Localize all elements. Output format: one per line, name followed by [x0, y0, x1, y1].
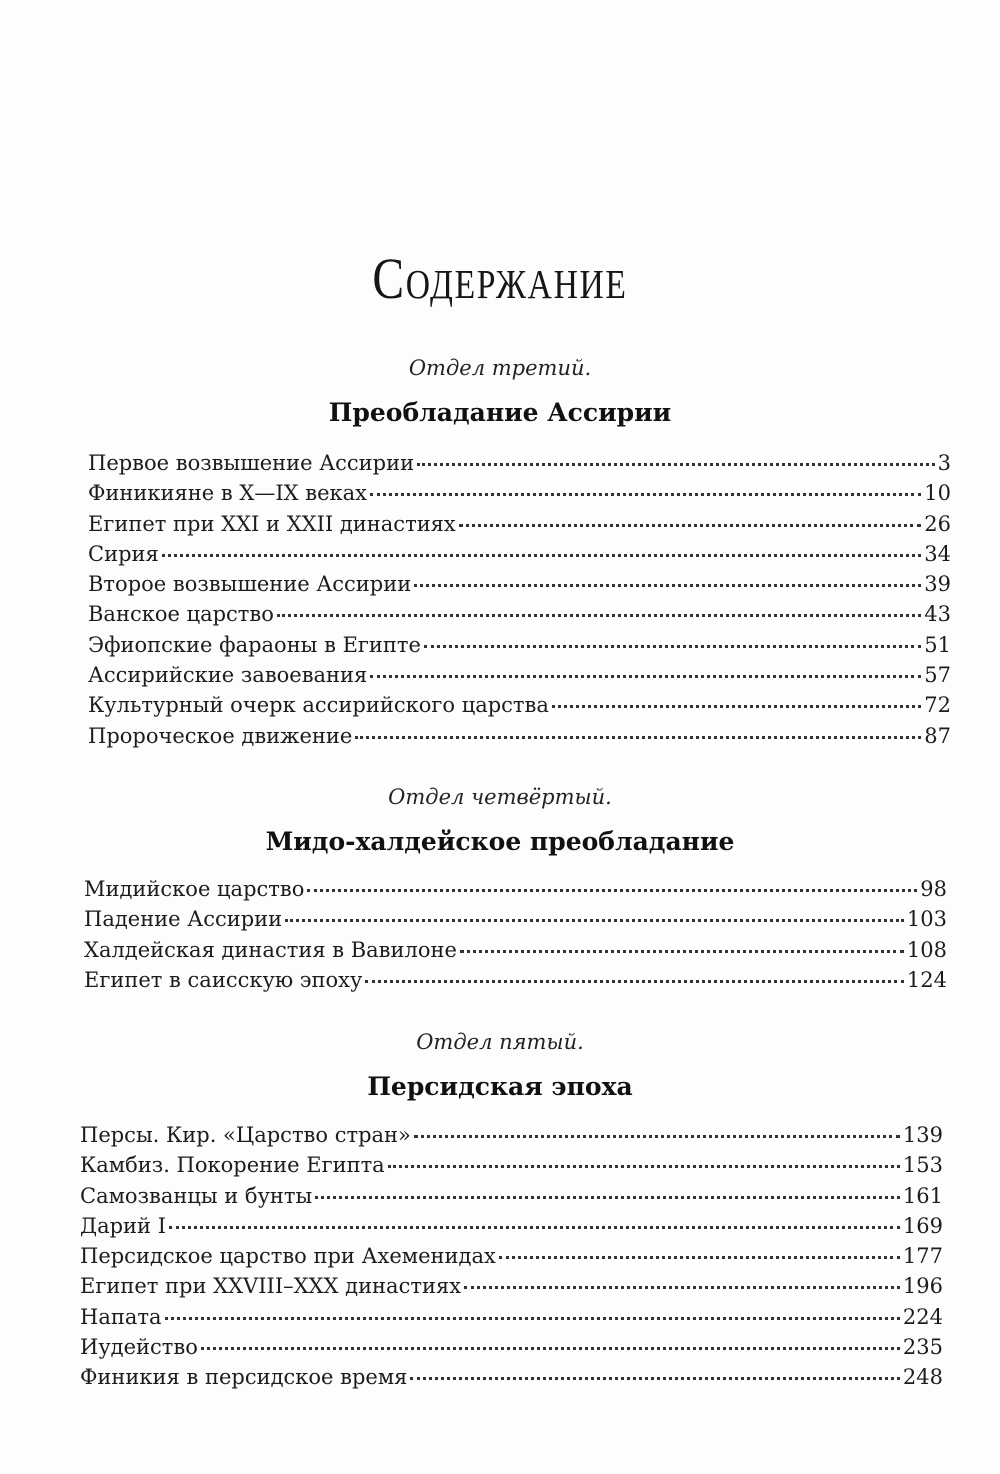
toc-entry-title: Самозванцы и бунты — [80, 1183, 313, 1208]
toc-entry[interactable] — [80, 1362, 943, 1392]
toc-entry[interactable] — [88, 509, 951, 539]
toc-entry-page: 43 — [924, 602, 951, 627]
toc-entry-page: 108 — [906, 937, 947, 962]
dot-leader — [370, 493, 921, 496]
toc-entry-page: 196 — [902, 1274, 943, 1299]
dot-leader — [315, 1196, 900, 1199]
toc-entry-page: 177 — [902, 1244, 943, 1269]
toc-entry-title: Ассирийские завоевания — [88, 663, 368, 688]
section-label: Отдел третий. — [408, 356, 592, 380]
toc-entry[interactable] — [84, 904, 947, 934]
toc-entry-page: 139 — [902, 1123, 943, 1147]
toc-entry-title: Египет при XXVIII–XXX династиях — [80, 1274, 462, 1299]
toc-entry-page: 153 — [902, 1153, 943, 1178]
toc-entry[interactable] — [84, 935, 947, 965]
toc-entry-title: Финикия в персидское время — [80, 1365, 408, 1390]
toc-entry[interactable] — [84, 874, 947, 904]
section-header-4 — [0, 785, 1000, 856]
toc-entry-title: Второе возвышение Ассирии — [88, 572, 412, 597]
toc-entry-page: 34 — [924, 541, 951, 566]
toc-entry-page: 235 — [902, 1335, 943, 1360]
dot-leader — [201, 1347, 900, 1350]
toc-entry[interactable] — [80, 1271, 943, 1301]
dot-leader — [285, 919, 904, 922]
toc-entry[interactable] — [80, 1302, 943, 1332]
toc-entry[interactable] — [80, 1241, 943, 1271]
dot-leader — [459, 524, 921, 527]
section-heading: Мидо-халдейское преобладание — [265, 827, 735, 856]
toc-entry-page: 57 — [924, 663, 951, 688]
toc-entry[interactable] — [88, 539, 951, 569]
toc-entry[interactable] — [88, 690, 951, 720]
toc-entry-title: Персидское царство при Ахеменидах — [80, 1244, 496, 1269]
toc-list-section-4 — [84, 874, 947, 995]
toc-entry-page: 224 — [902, 1304, 943, 1329]
toc-entry-title: Культурный очерк ассирийского царства — [88, 693, 549, 718]
toc-entry-page: 87 — [924, 723, 951, 748]
toc-entry-title: Египет в саисскую эпоху — [84, 967, 363, 992]
toc-entry-page: 124 — [906, 967, 947, 992]
dot-leader — [424, 645, 921, 648]
toc-entry-title: Напата — [80, 1304, 162, 1329]
toc-list-section-3 — [88, 448, 951, 751]
toc-entry[interactable] — [88, 660, 951, 690]
section-heading: Преобладание Ассирии — [328, 398, 672, 427]
toc-entry-title: Сирия — [88, 541, 159, 566]
toc-entry[interactable] — [88, 630, 951, 660]
toc-entry[interactable] — [80, 1120, 943, 1150]
toc-entry[interactable] — [88, 448, 951, 478]
toc-entry-title: Ванское царство — [88, 602, 274, 627]
toc-entry-page: 161 — [902, 1183, 943, 1208]
toc-entry-page: 51 — [924, 632, 951, 657]
toc-entry[interactable] — [84, 965, 947, 995]
toc-entry[interactable] — [80, 1332, 943, 1362]
toc-entry-page: 26 — [924, 511, 951, 536]
toc-entry-title: Халдейская династия в Вавилоне — [84, 937, 457, 962]
toc-entry-title: Пророческое движение — [88, 723, 353, 748]
toc-entry-page: 248 — [902, 1365, 943, 1390]
dot-leader — [552, 705, 921, 708]
toc-entry-page: 98 — [920, 877, 947, 901]
toc-entry[interactable] — [88, 599, 951, 629]
dot-leader — [169, 1226, 900, 1229]
dot-leader — [388, 1165, 900, 1168]
section-label: Отдел четвёртый. — [388, 785, 612, 809]
toc-entry[interactable] — [88, 569, 951, 599]
dot-leader — [499, 1256, 900, 1259]
toc-entry[interactable] — [80, 1181, 943, 1211]
toc-entry-title: Первое возвышение Ассирии — [88, 451, 415, 475]
toc-entry-page: 72 — [924, 693, 951, 718]
dot-leader — [355, 736, 921, 739]
toc-entry-page: 3 — [937, 451, 951, 475]
dot-leader — [414, 1135, 900, 1138]
toc-entry-page: 39 — [924, 572, 951, 597]
toc-entry-page: 10 — [924, 481, 951, 506]
dot-leader — [414, 584, 921, 587]
toc-entry-title: Иудейство — [80, 1335, 198, 1360]
toc-entry-title: Падение Ассирии — [84, 907, 283, 932]
toc-entry-title: Персы. Кир. «Царство стран» — [80, 1123, 411, 1147]
toc-entry-page: 103 — [906, 907, 947, 932]
dot-leader — [365, 980, 904, 983]
toc-entry-title: Эфиопские фараоны в Египте — [88, 632, 421, 657]
section-label: Отдел пятый. — [416, 1030, 584, 1054]
toc-entry-title: Камбиз. Покорение Египта — [80, 1153, 385, 1178]
toc-entry[interactable] — [80, 1150, 943, 1180]
dot-leader — [370, 675, 921, 678]
dot-leader — [277, 614, 921, 617]
toc-entry-title: Дарий I — [80, 1213, 166, 1238]
section-heading: Персидская эпоха — [367, 1072, 633, 1101]
dot-leader — [460, 950, 904, 953]
dot-leader — [162, 554, 922, 557]
section-header-3 — [0, 356, 1000, 427]
dot-leader — [417, 463, 935, 466]
dot-leader — [165, 1317, 900, 1320]
toc-entry[interactable] — [88, 721, 951, 751]
dot-leader — [307, 889, 917, 892]
dot-leader — [410, 1377, 899, 1380]
toc-entry-title: Египет при XXI и XXII династиях — [88, 511, 456, 536]
toc-entry[interactable] — [88, 478, 951, 508]
toc-entry-title: Финикияне в X—IX веках — [88, 481, 367, 506]
toc-entry-title: Мидийское царство — [84, 877, 305, 901]
toc-list-section-5 — [80, 1120, 943, 1393]
dot-leader — [464, 1286, 900, 1289]
section-header-5 — [0, 1030, 1000, 1101]
page-title: Содержание — [372, 245, 628, 311]
toc-entry-page: 169 — [902, 1213, 943, 1238]
toc-entry[interactable] — [80, 1211, 943, 1241]
